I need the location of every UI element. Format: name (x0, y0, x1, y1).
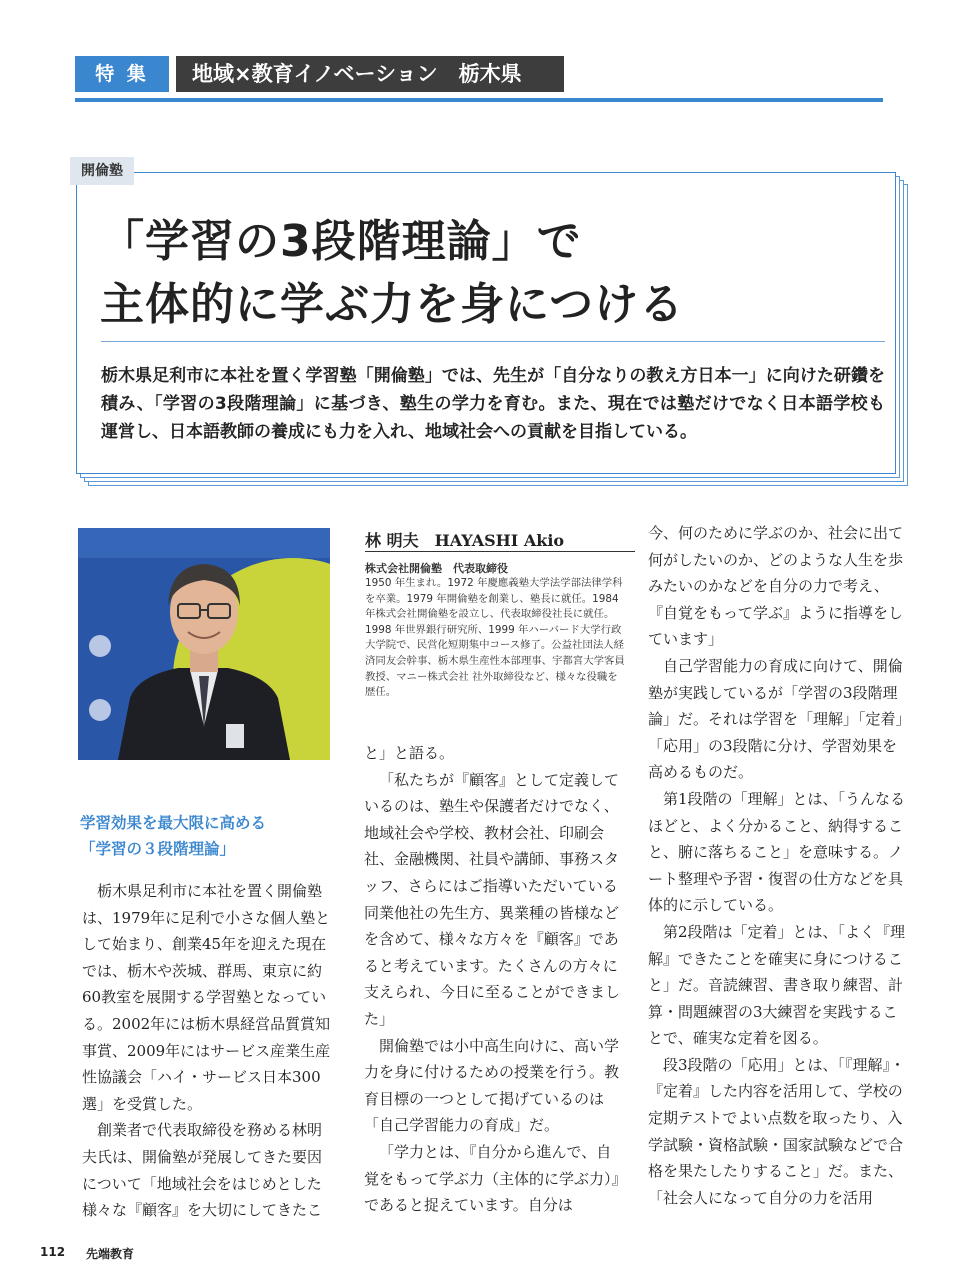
magazine-title: 先端教育 (86, 1247, 135, 1261)
body-paragraph: 第1段階の「理解」とは、「うんなるほどと、よく分かること、納得すること、腑に落ちること」を意味する。ノート整理や予習・復習の仕方などを具体的に示している。 (648, 789, 906, 915)
profile-bio: 1950 年生まれ。1972 年慶應義塾大学法学部法律学科を卒業。1979 年開倫塾を創業し、塾長に就任。1984 年株式会社開倫塾を設立し、代表取締役社長に就任。1998 年世界銀行研究所、1999 年ハーバード大学行政大学院で、民営化短期集中コース修了。公益社団法人経済同友会幹事、栃木県生産性本部理事、宇都宮大学客員教授、マニー株式会社 社外取締役など、様々な役職を歴任。 (365, 577, 625, 699)
page-number: 112 (40, 1245, 66, 1259)
subhead-line-1: 学習効果を最大限に高める (80, 814, 267, 832)
body-paragraph: 第2段階は「定着」とは、「よく『理解』できたことを確実に身につけること」だ。音読練習、書き取り練習、計算・問題練習の3大練習を実践することで、確実な定着を図る。 (648, 922, 906, 1048)
body-paragraph: 栃木県足利市に本社を置く開倫塾は、1979年に足利で小さな個人塾として始まり、創業45年を迎えた現在では、栃木や茨城、群馬、東京に約60教室を展開する学習塾となっている。2002年には栃木県経営品質賞知事賞、2009年にはサービス産業生産性協議会「ハイ・サービス日本300選」を受賞した。 (82, 882, 331, 1113)
body-paragraph: と」と語る。 (364, 744, 455, 762)
body-paragraph: 開倫塾では小中高生向けに、高い学力を身に付けるための授業を行う。教育目標の一つとして掲げているのは「自己学習能力の育成」だ。 (364, 1036, 620, 1135)
body-paragraph: 今、何のために学ぶのか、社会に出て何がしたいのか、どのような人生を歩みたいのかなどを自分の力で考え、『自覚をもって学ぶ』ように指導をしています」 (648, 524, 904, 649)
headline-line-1: 「学習の3段階理論」で (100, 216, 582, 267)
body-paragraph: 「学力とは、『自分から進んで、自覚をもって学ぶ力（主体的に学ぶ力）』であると捉えています。自分は (364, 1142, 620, 1215)
section-subhead (80, 810, 340, 862)
headline-divider (101, 341, 885, 342)
organization-label: 開倫塾 (70, 157, 134, 185)
body-paragraph: 段3段階の「応用」とは、「『理解』・『定着』した内容を活用して、学校の定期テストでよい点数を取ったり、入学試験・資格試験・国家試験などで合格を果たしたりすること」だ。また、「社会人になって自分の力を活用 (648, 1055, 906, 1207)
profile-divider (365, 551, 635, 552)
lead-paragraph: 栃木県足利市に本社を置く学習塾「開倫塾」では、先生が「自分なりの教え方日本一」に向けた研鑽を積み、「学習の3段階理論」に基づき、塾生の学力を育む。また、現在では塾だけでなく日本語学校も運営し、日本語教師の養成にも力を入れ、地域社会への貢献を目指している。 (101, 366, 885, 442)
section-tag: 特 集 (75, 56, 169, 92)
body-column-left (82, 878, 334, 1224)
portrait-photo (78, 528, 330, 760)
profile-role: 株式会社開倫塾 代表取締役 (365, 562, 508, 575)
body-paragraph: 自己学習能力の育成に向けて、開倫塾が実践しているが「学習の3段階理論」だ。それは学習を「理解」「定着」「応用」の3段階に分け、学習効果を高めるものだ。 (648, 656, 904, 782)
body-column-right (648, 520, 910, 1211)
body-column-middle (364, 740, 626, 1219)
headline-line-2: 主体的に学ぶ力を身につける (100, 279, 685, 330)
profile-name: 林 明夫 HAYASHI Akio (365, 531, 565, 550)
body-paragraph: 「私たちが『顧客』として定義しているのは、塾生や保護者だけでなく、地域社会や学校、教材会社、印刷会社、金融機関、社員や講師、事務スタッフ、さらにはご指導いただいている同業他社の先生方、異業種の皆様などを含めて、様々な方々を『顧客』であると考えています。たくさんの方々に支えられ、今日に至ることができました」 (364, 770, 620, 1028)
body-paragraph: 創業者で代表取締役を務める林明夫氏は、開倫塾が発展してきた要因について「地域社会をはじめとした様々な『顧客』を大切にしてきたこ (82, 1121, 323, 1220)
header-divider (75, 98, 883, 102)
subhead-line-2: 「学習の３段階理論」 (80, 840, 236, 858)
series-title: 地域×教育イノベーション 栃木県 (176, 56, 564, 92)
